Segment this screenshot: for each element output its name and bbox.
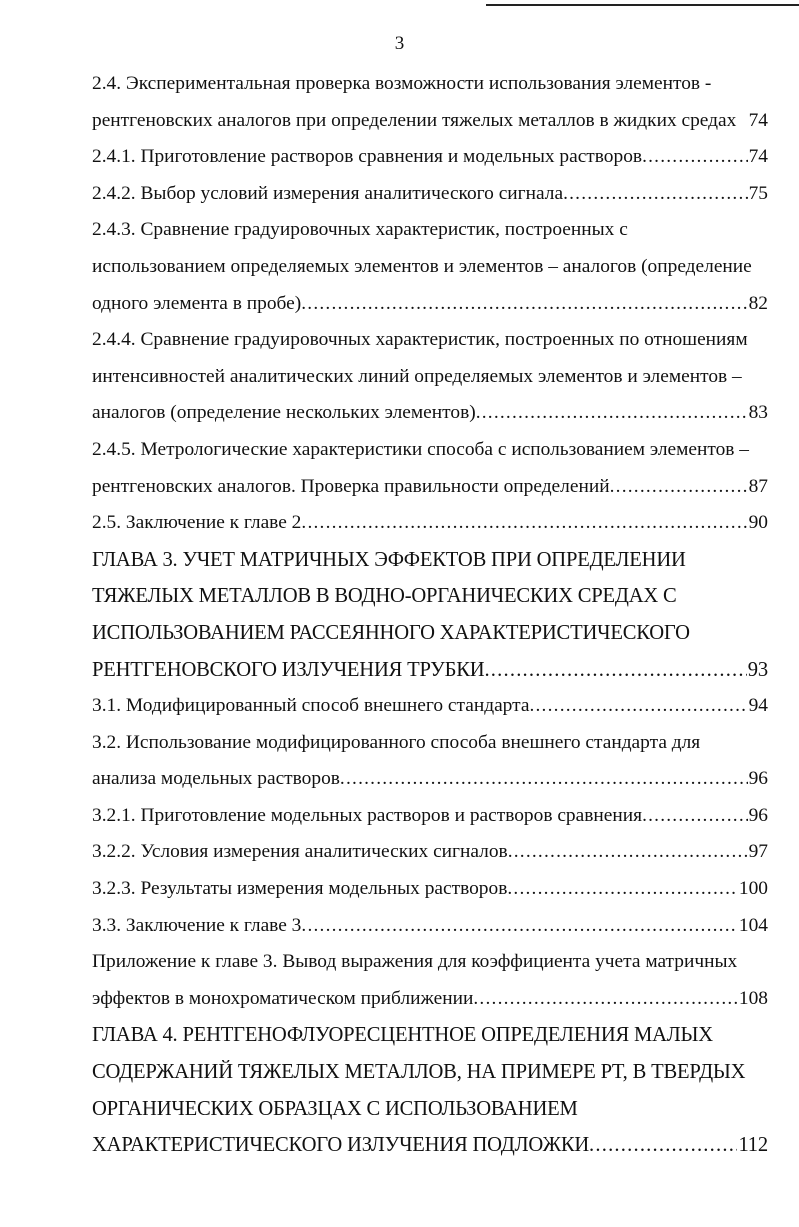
toc-entry-text: 3.2. Использование модифицированного способа внешнего стандарта для: [92, 731, 701, 753]
dot-leader: [484, 652, 746, 689]
toc-entry-text: 3.1. Модифицированный способ внешнего стандарта: [92, 695, 530, 717]
dot-leader: [642, 139, 748, 176]
toc-entry-2-4-line-1: [92, 66, 768, 103]
toc-entry-text: использованием определяемых элементов и элементов – аналогов (определение: [92, 255, 752, 277]
toc-page-number: 87: [748, 475, 768, 497]
toc-entry-text: 2.4.4. Сравнение градуировочных характеристик, построенных по отношениям: [92, 329, 748, 351]
toc-page-number: 82: [748, 292, 768, 314]
toc-entry-2-4-1: [92, 139, 768, 176]
toc-entry-text: 2.4. Экспериментальная проверка возможности использования элементов -: [92, 73, 712, 94]
toc-entry-3-2-3: [92, 871, 768, 908]
table-of-contents: [92, 66, 768, 1164]
toc-chapter-4-line-1: [92, 1017, 768, 1054]
dot-leader: [301, 286, 747, 323]
toc-page-number: 90: [748, 512, 768, 534]
toc-entry-text: 2.4.5. Метрологические характеристики способа с использованием элементов –: [92, 438, 749, 460]
toc-entry-3-3: [92, 908, 768, 945]
dot-leader: [473, 981, 738, 1018]
toc-chapter-3-line-4: [92, 652, 768, 689]
dot-leader: [301, 908, 738, 945]
toc-entry-2-4-3-line-3: [92, 286, 768, 323]
toc-chapter-title: РЕНТГЕНОВСКОГО ИЗЛУЧЕНИЯ ТРУБКИ: [92, 658, 485, 681]
toc-entry-2-4-3-line-1: [92, 212, 768, 249]
toc-entry-2-4-3-line-2: [92, 249, 768, 286]
dot-leader: [529, 688, 747, 725]
dot-leader: [476, 395, 748, 432]
toc-page-number: 97: [748, 841, 768, 863]
toc-entry-2-4-line-2: [92, 103, 768, 140]
toc-page-number: 96: [748, 768, 768, 790]
toc-entry-2-4-4-line-1: [92, 322, 768, 359]
dot-leader: [508, 834, 748, 871]
toc-entry-text: аналогов (определение нескольких элементов): [92, 402, 476, 424]
toc-entry-3-2-line-2: [92, 761, 768, 798]
dot-leader: [301, 505, 747, 542]
toc-chapter-3-line-1: [92, 542, 768, 579]
toc-page-number: 94: [748, 695, 768, 717]
toc-entry-2-4-4-line-3: [92, 395, 768, 432]
toc-appendix-3-line-1: [92, 944, 768, 981]
toc-page-number: 74: [748, 146, 768, 168]
toc-entry-2-4-2: [92, 176, 768, 213]
toc-page-number: 108: [738, 987, 768, 1009]
toc-page-number: 112: [738, 1134, 768, 1157]
toc-page-number: 83: [748, 402, 768, 424]
toc-chapter-title: СОДЕРЖАНИЙ ТЯЖЕЛЫХ МЕТАЛЛОВ, НА ПРИМЕРЕ PT, В ТВЕРДЫХ: [92, 1061, 746, 1084]
toc-chapter-title: ТЯЖЕЛЫХ МЕТАЛЛОВ В ВОДНО-ОРГАНИЧЕСКИХ СРЕДАХ С: [92, 585, 677, 608]
toc-entry-text: 2.5. Заключение к главе 2: [92, 512, 302, 534]
toc-entry-3-1: [92, 688, 768, 725]
toc-entry-2-5: [92, 505, 768, 542]
toc-entry-3-2-1: [92, 798, 768, 835]
toc-entry-text: интенсивностей аналитических линий определяемых элементов и элементов –: [92, 365, 742, 387]
toc-chapter-title: ГЛАВА 3. УЧЕТ МАТРИЧНЫХ ЭФФЕКТОВ ПРИ ОПРЕДЕЛЕНИИ: [92, 548, 686, 571]
toc-chapter-4-line-2: [92, 1054, 768, 1091]
toc-entry-text: рентгеновских аналогов при определении тяжелых металлов в жидких средах: [92, 109, 737, 131]
toc-entry-3-2-2: [92, 834, 768, 871]
toc-page-number: 104: [738, 914, 768, 936]
toc-entry-text: 2.4.3. Сравнение градуировочных характеристик, построенных с: [92, 219, 628, 241]
dot-leader: [340, 761, 748, 798]
toc-chapter-3-line-2: [92, 578, 768, 615]
dot-leader: [507, 871, 738, 908]
dot-leader: [642, 798, 748, 835]
toc-chapter-title: ГЛАВА 4. РЕНТГЕНОФЛУОРЕСЦЕНТНОЕ ОПРЕДЕЛЕНИЯ МАЛЫХ: [92, 1024, 713, 1047]
toc-page-number: 100: [738, 878, 768, 900]
toc-chapter-title: ИСПОЛЬЗОВАНИЕМ РАССЕЯННОГО ХАРАКТЕРИСТИЧЕСКОГО: [92, 621, 690, 644]
toc-entry-text: 2.4.2. Выбор условий измерения аналитического сигнала: [92, 182, 564, 204]
dot-leader: [563, 176, 748, 213]
toc-chapter-3-line-3: [92, 615, 768, 652]
dot-leader: [589, 1127, 737, 1164]
toc-entry-text: 2.4.1. Приготовление растворов сравнения и модельных растворов: [92, 146, 643, 168]
toc-chapter-title: ОРГАНИЧЕСКИХ ОБРАЗЦАХ С ИСПОЛЬЗОВАНИЕМ: [92, 1097, 578, 1120]
toc-entry-text: 3.2.2. Условия измерения аналитических сигналов: [92, 841, 508, 863]
toc-appendix-3-line-2: [92, 981, 768, 1018]
page-number: 3: [394, 33, 405, 54]
toc-entry-2-4-4-line-2: [92, 359, 768, 396]
toc-entry-text: 3.2.1. Приготовление модельных растворов и растворов сравнения: [92, 804, 643, 826]
toc-chapter-4-line-4: [92, 1127, 768, 1164]
toc-entry-2-4-5-line-1: [92, 432, 768, 469]
toc-page-number: 74: [748, 109, 768, 131]
toc-chapter-title: ХАРАКТЕРИСТИЧЕСКОГО ИЗЛУЧЕНИЯ ПОДЛОЖКИ: [92, 1134, 590, 1157]
toc-entry-text: одного элемента в пробе): [92, 292, 302, 314]
top-border-line: [486, 4, 799, 6]
toc-page-number: 96: [748, 804, 768, 826]
toc-entry-text: 3.2.3. Результаты измерения модельных растворов: [92, 878, 508, 900]
toc-entry-text: 3.3. Заключение к главе 3: [92, 914, 302, 936]
toc-entry-3-2-line-1: [92, 725, 768, 762]
toc-entry-text: анализа модельных растворов: [92, 768, 340, 790]
toc-chapter-4-line-3: [92, 1091, 768, 1128]
toc-page-number: 75: [748, 182, 768, 204]
toc-entry-text: рентгеновских аналогов. Проверка правильности определений: [92, 475, 610, 497]
toc-entry-2-4-5-line-2: [92, 469, 768, 506]
toc-entry-text: Приложение к главе 3. Вывод выражения для коэффициента учета матричных: [92, 951, 738, 973]
toc-entry-text: эффектов в монохроматическом приближении: [92, 987, 474, 1009]
toc-page-number: 93: [747, 658, 768, 681]
dot-leader: [610, 469, 748, 506]
